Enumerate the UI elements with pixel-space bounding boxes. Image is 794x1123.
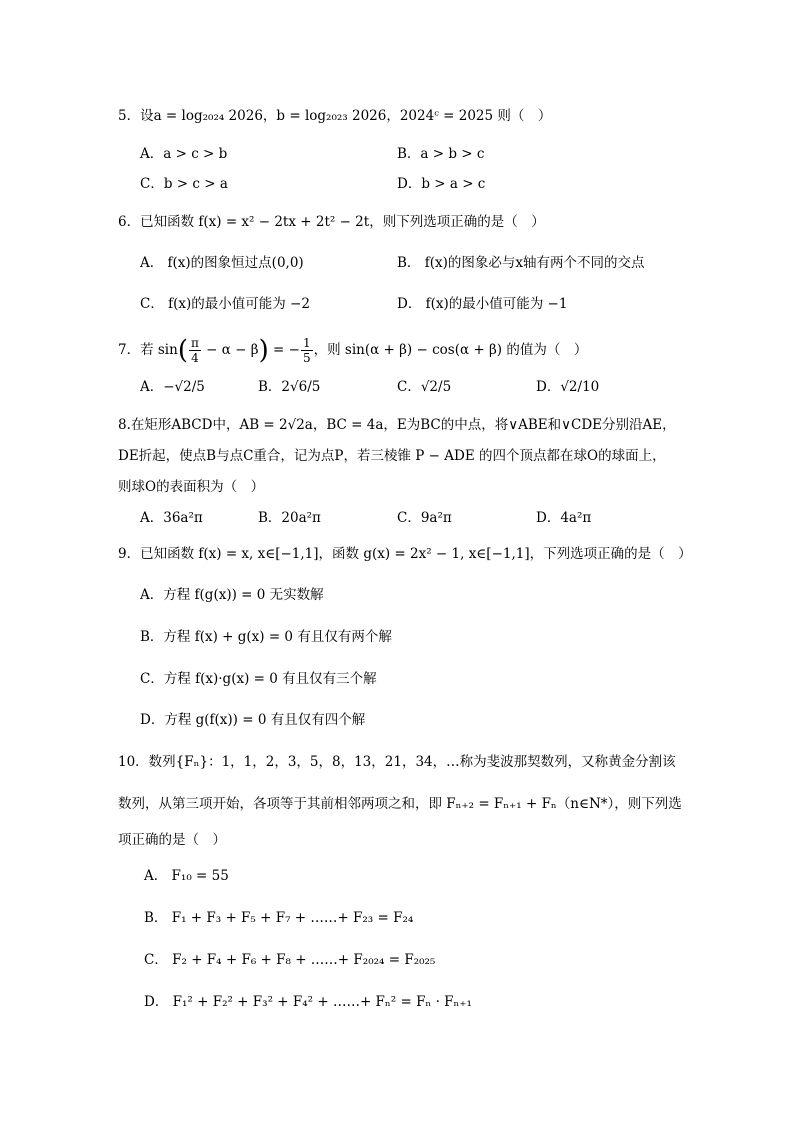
q5-stem: 5．设a = log₂₀₂₄ 2026，b = log₂₀₂₃ 2026，2024ᶜ = 2025 则（ ）	[118, 108, 552, 124]
q6-option-a: A． f(x)的图象恒过点(0,0)	[140, 255, 304, 271]
q8-option-d: D．4a²π	[536, 510, 592, 526]
q10-option-d: D． F₁² + F₂² + F₃² + F₄² + ……+ Fₙ² = Fₙ · Fₙ₊₁	[144, 994, 472, 1010]
q10-stem-line1: 10．数列{Fₙ}：1，1，2，3，5，8，13，21，34，…称为斐波那契数列，又称黄金分割该	[118, 754, 676, 770]
q5-option-a: A．a > c > b	[140, 146, 228, 162]
q10-stem-line3: 项正确的是（ ）	[118, 832, 226, 848]
q10-option-a: A． F₁₀ = 55	[144, 868, 229, 884]
q6-option-c: C． f(x)的最小值可能为 −2	[140, 296, 310, 312]
q7-option-b: B．2√6/5	[258, 379, 321, 395]
q8-option-a: A．36a²π	[140, 510, 203, 526]
q7-option-c: C．√2/5	[397, 379, 452, 395]
q5-option-b: B．a > b > c	[397, 146, 485, 162]
q8-stem-line1: 8.在矩形ABCD中，AB = 2√2a，BC = 4a，E为BC的中点，将∨ABE和∨CDE分别沿AE，	[118, 417, 676, 433]
q9-option-c: C．方程 f(x)·g(x) = 0 有且仅有三个解	[140, 671, 377, 687]
q9-option-d: D．方程 g(f(x)) = 0 有且仅有四个解	[140, 712, 366, 728]
q9-option-a: A．方程 f(g(x)) = 0 无实数解	[140, 587, 324, 603]
q6-option-d: D． f(x)的最小值可能为 −1	[397, 296, 568, 312]
q7-option-d: D．√2/10	[536, 379, 600, 395]
q10-option-b: B． F₁ + F₃ + F₅ + F₇ + ……+ F₂₃ = F₂₄	[144, 910, 414, 926]
q10-option-c: C． F₂ + F₄ + F₆ + F₈ + ……+ F₂₀₂₄ = F₂₀₂₅	[144, 952, 436, 968]
q7-fraction-1-over-5	[301, 336, 313, 365]
q8-stem-line2: DE折起，使点B与点C重合，记为点P，若三棱锥 P − ADE 的四个顶点都在球O的球面上，	[118, 448, 666, 464]
q7-frac-den: 4	[191, 351, 199, 365]
q6-stem: 6．已知函数 f(x) = x² − 2tx + 2t² − 2t，则下列选项正确的是（ ）	[118, 214, 545, 230]
q7-frac-num: π	[190, 336, 199, 350]
q7-rhs-den: 5	[302, 351, 311, 365]
q8-option-c: C．9a²π	[397, 510, 452, 526]
q8-option-b: B．20a²π	[258, 510, 321, 526]
q6-option-b: B． f(x)的图象必与x轴有两个不同的交点	[397, 255, 645, 271]
q8-stem-line3: 则球O的表面积为（ ）	[118, 479, 265, 495]
q7-fraction-pi-over-4	[189, 336, 201, 365]
q5-option-d: D．b > a > c	[397, 176, 486, 192]
q7-stem: 7．若 sin( $\frac{\pi}{4}$ − α − β) = − $\frac{1}{5}$ ，则 sin(α + β) − cos(α + β) 的值为（ ）	[118, 335, 588, 366]
q10-stem-line2: 数列，从第三项开始，各项等于其前相邻两项之和，即 Fₙ₊₂ = Fₙ₊₁ + Fₙ（n∈N*），则下列选	[118, 796, 682, 812]
q5-option-c: C．b > c > a	[140, 176, 228, 192]
q9-option-b: B．方程 f(x) + g(x) = 0 有且仅有两个解	[140, 629, 392, 645]
q7-option-a: A．−√2/5	[140, 379, 205, 395]
q7-rhs-num: 1	[302, 336, 311, 350]
q7-stem-prefix: 7．若 sin	[118, 342, 178, 358]
q7-stem-suffix: ，则 sin(α + β) − cos(α + β) 的值为（ ）	[313, 342, 588, 358]
q9-stem: 9．已知函数 f(x) = x, x∈[−1,1]，函数 g(x) = 2x² − 1, x∈[−1,1]，下列选项正确的是（ ）	[118, 546, 692, 562]
